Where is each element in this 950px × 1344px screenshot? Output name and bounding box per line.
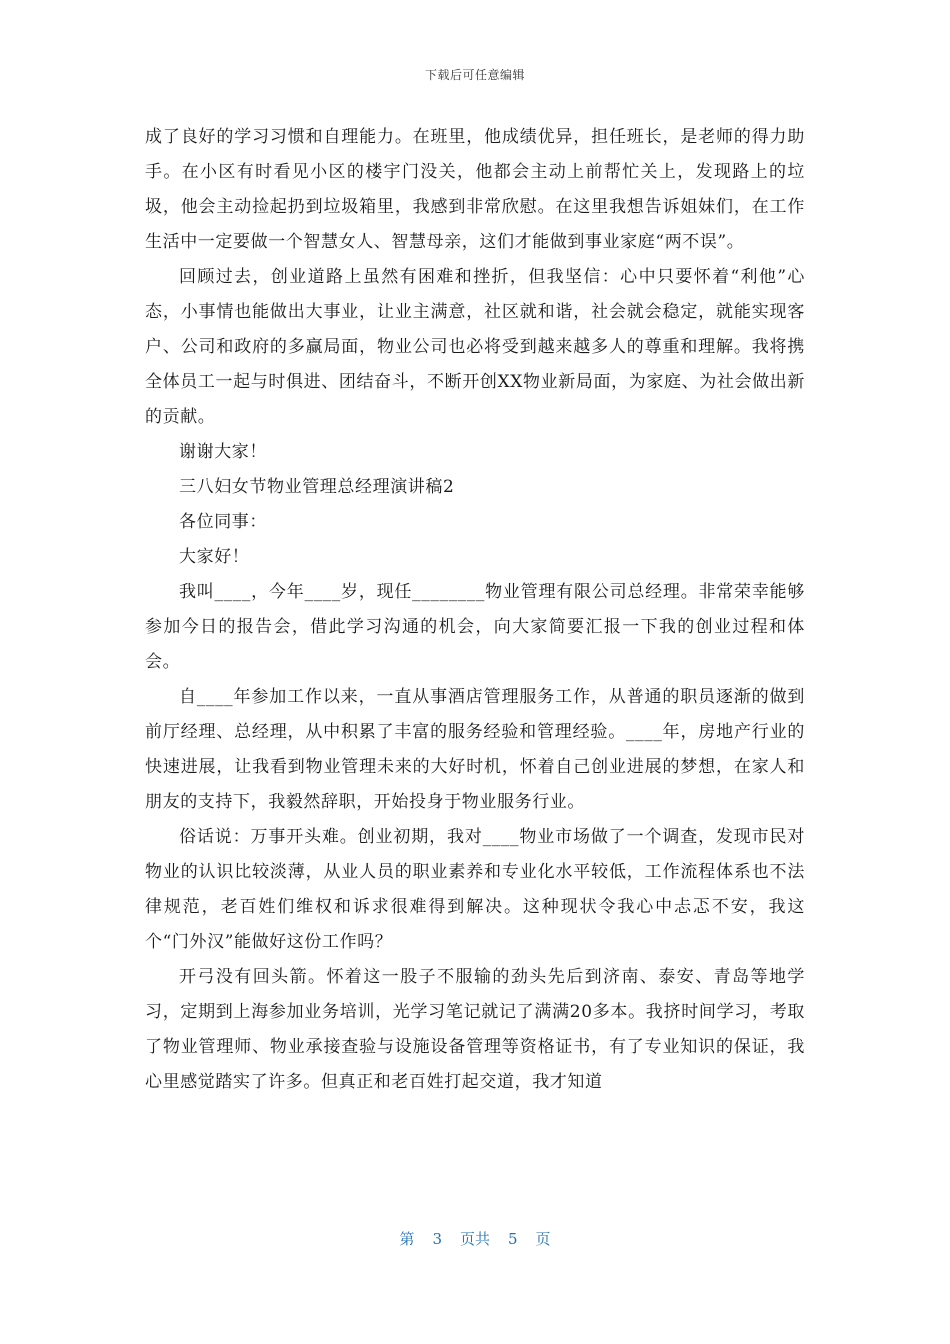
salutation: 各位同事： xyxy=(179,512,267,532)
body-paragraph: 成了良好的学习习惯和自理能力。在班里，他成绩优异，担任班长，是老师的得力助手。在小区有时看见小区的楼宇门没关，他都会主动上前帮忙关上，发现路上的垃圾，他会主动捡起扔到垃圾箱里，我感到非常欣慰。在这里我想告诉姐妹们，在工作生活中一定要做一个智慧女人、智慧母亲，这们才能做到事业家庭“两不误”。 xyxy=(145,127,805,252)
footer-middle: 页共 xyxy=(459,1230,490,1248)
body-paragraph: 回顾过去，创业道路上虽然有困难和挫折，但我坚信：心中只要怀着“利他”心态，小事情也能做出大事业，让业主满意，社区就和谐，社会就会稳定，就能实现客户、公司和政府的多赢局面，物业公司也必将受到越来越多人的尊重和理解。我将携全体员工一起与时俱进、团结奋斗，不断开创XX物业新局面，为家庭、为社会做出新的贡献。 xyxy=(145,267,805,427)
document-body xyxy=(145,120,805,1100)
page-footer xyxy=(0,1228,950,1249)
footer-current-page: 3 xyxy=(432,1230,442,1248)
greeting: 大家好！ xyxy=(179,547,250,567)
body-paragraph: 我叫____，今年____岁，现任________物业管理有限公司总经理。非常荣幸能够参加今日的报告会，借此学习沟通的机会，向大家简要汇报一下我的创业过程和体会。 xyxy=(145,582,805,672)
body-paragraph: 俗话说：万事开头难。创业初期，我对____物业市场做了一个调查，发现市民对物业的认识比较淡薄，从业人员的职业素养和专业化水平较低，工作流程体系也不法律规范，老百姓们维权和诉求很难得到解决。这种现状令我心中忐忑不安，我这个“门外汉”能做好这份工作吗？ xyxy=(145,827,805,952)
footer-total-pages: 5 xyxy=(508,1230,518,1248)
body-paragraph: 自____年参加工作以来，一直从事酒店管理服务工作，从普通的职员逐渐的做到前厅经理、总经理，从中积累了丰富的服务经验和管理经验。____年，房地产行业的快速进展，让我看到物业管理未来的大好时机，怀着自己创业进展的梦想，在家人和朋友的支持下，我毅然辞职，开始投身于物业服务行业。 xyxy=(145,687,805,812)
body-paragraph: 谢谢大家！ xyxy=(179,442,267,462)
footer-suffix: 页 xyxy=(535,1230,551,1248)
section-title: 三八妇女节物业管理总经理演讲稿2 xyxy=(179,477,455,497)
body-paragraph: 开弓没有回头箭。怀着这一股子不服输的劲头先后到济南、泰安、青岛等地学习，定期到上海参加业务培训，光学习笔记就记了满满20多本。我挤时间学习，考取了物业管理师、物业承接查验与设施设备管理等资格证书，有了专业知识的保证，我心里感觉踏实了许多。但真正和老百姓打起交道，我才知道 xyxy=(145,967,805,1092)
page-header: 下载后可任意编辑 xyxy=(424,68,525,82)
footer-prefix: 第 xyxy=(399,1230,415,1248)
